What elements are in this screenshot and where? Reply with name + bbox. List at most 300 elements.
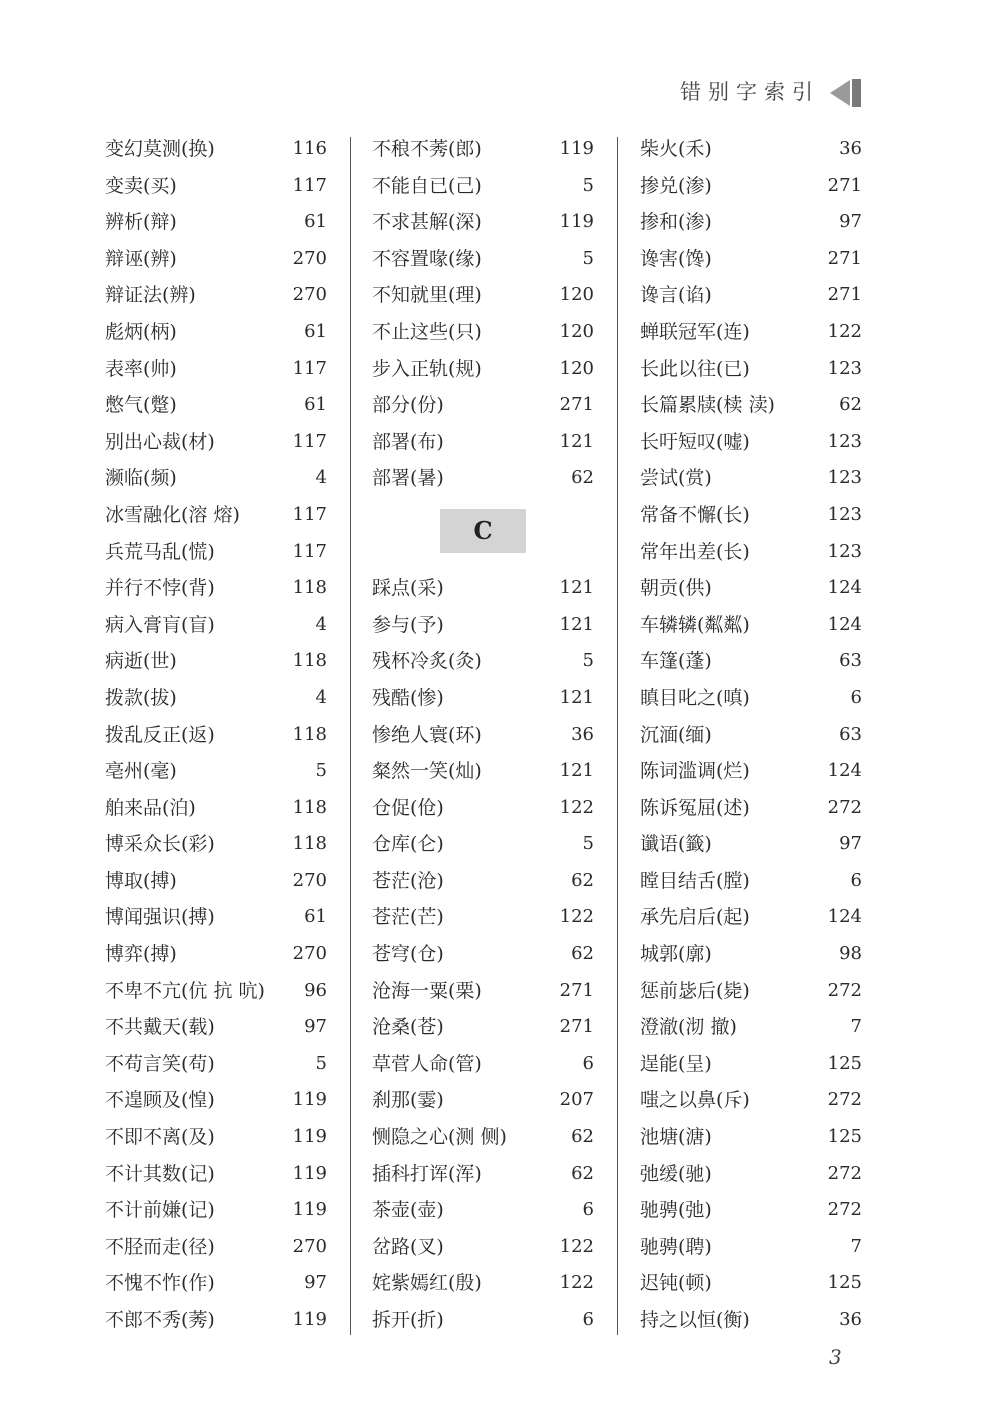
entry-term: 不稂不莠(郎) — [372, 138, 482, 160]
entry-page: 270 — [292, 943, 327, 965]
entry-page: 272 — [827, 1199, 862, 1221]
entry-page: 118 — [292, 577, 327, 599]
entry-term: 常备不懈(长) — [640, 503, 750, 526]
index-entry — [372, 790, 594, 827]
entry-term: 嗤之以鼻(斥) — [640, 1089, 750, 1112]
index-entry — [640, 1229, 862, 1266]
index-entry — [372, 351, 594, 388]
entry-page: 120 — [559, 357, 594, 379]
entry-page: 36 — [839, 138, 862, 159]
entry-page: 120 — [559, 284, 594, 306]
entry-term: 拆开(折) — [372, 1309, 444, 1331]
index-entry — [105, 534, 327, 571]
entry-term: 朝贡(供) — [640, 577, 712, 600]
entry-page: 96 — [304, 979, 327, 1001]
column-divider — [350, 137, 351, 1335]
entry-term: 陈诉冤屈(述) — [640, 796, 750, 819]
index-entry — [372, 936, 594, 973]
entry-page: 36 — [571, 723, 594, 745]
entry-page: 5 — [315, 760, 327, 782]
entry-term: 长吁短叹(嘘) — [640, 430, 750, 453]
index-entry — [372, 1302, 594, 1339]
index-entry — [105, 607, 327, 644]
entry-term: 拨款(拔) — [105, 686, 177, 709]
entry-term: 迟钝(顿) — [640, 1272, 712, 1295]
entry-page: 97 — [304, 1016, 327, 1038]
index-entry — [105, 973, 327, 1010]
entry-page: 4 — [315, 613, 327, 635]
index-entry — [372, 570, 594, 607]
index-entry — [372, 424, 594, 461]
entry-term: 陈词滥调(烂) — [640, 760, 750, 783]
entry-page: 123 — [827, 467, 862, 489]
entry-page: 119 — [292, 1126, 327, 1148]
entry-term: 部分(份) — [372, 394, 444, 417]
entry-page: 271 — [827, 247, 862, 269]
index-entry — [640, 1302, 862, 1339]
triangle-bar-icon — [828, 76, 862, 110]
header-title: 错别字索引 — [680, 80, 820, 104]
entry-page: 61 — [304, 394, 327, 416]
section-header — [372, 497, 594, 570]
index-entry — [105, 680, 327, 717]
entry-term: 博弈(搏) — [105, 943, 177, 966]
entry-term: 沧桑(苍) — [372, 1016, 444, 1039]
index-entry — [640, 790, 862, 827]
index-entry — [640, 277, 862, 314]
entry-term: 常年出差(长) — [640, 540, 750, 563]
index-entry — [372, 1119, 594, 1156]
entry-term: 博取(搏) — [105, 869, 177, 892]
entry-page: 270 — [292, 247, 327, 269]
index-entry — [105, 790, 327, 827]
entry-page: 98 — [839, 943, 862, 965]
entry-term: 不计其数(记) — [105, 1162, 215, 1185]
entry-term: 岔路(叉) — [372, 1235, 444, 1258]
index-entry — [105, 168, 327, 205]
index-entry — [372, 1229, 594, 1266]
entry-term: 并行不悖(背) — [105, 577, 215, 600]
index-entry — [640, 168, 862, 205]
entry-term: 不共戴天(载) — [105, 1016, 215, 1039]
index-entry — [105, 936, 327, 973]
entry-term: 步入正轨(规) — [372, 357, 482, 380]
entry-term: 博采众长(彩) — [105, 833, 215, 856]
entry-term: 沉湎(缅) — [640, 723, 712, 746]
entry-term: 部署(暑) — [372, 467, 444, 490]
entry-term: 残杯冷炙(灸) — [372, 650, 482, 673]
entry-page: 97 — [839, 833, 862, 855]
entry-term: 城郭(廓) — [640, 943, 712, 966]
entry-term: 不能自已(己) — [372, 174, 482, 197]
index-entry — [372, 899, 594, 936]
entry-term: 表率(帅) — [105, 357, 177, 380]
entry-term: 长篇累牍(椟 渎) — [640, 394, 775, 417]
entry-page: 62 — [571, 869, 594, 891]
index-entry — [105, 753, 327, 790]
entry-term: 参与(予) — [372, 613, 444, 636]
entry-page: 6 — [850, 869, 862, 891]
index-entry — [105, 314, 327, 351]
index-entry — [372, 387, 594, 424]
index-entry — [372, 717, 594, 754]
entry-term: 惨绝人寰(环) — [372, 723, 482, 746]
entry-term: 兵荒马乱(慌) — [105, 540, 215, 563]
index-entry — [372, 204, 594, 241]
entry-term: 刹那(霎) — [372, 1089, 444, 1112]
entry-page: 118 — [292, 833, 327, 855]
entry-page: 63 — [839, 723, 862, 745]
entry-page: 116 — [292, 138, 327, 159]
entry-term: 驰骋(弛) — [640, 1199, 712, 1222]
entry-term: 不止这些(只) — [372, 320, 482, 343]
entry-term: 掺兑(渗) — [640, 174, 712, 197]
entry-term: 辩诬(辨) — [105, 247, 177, 270]
entry-term: 仓库(仑) — [372, 833, 444, 856]
index-entry — [640, 753, 862, 790]
entry-page: 123 — [827, 540, 862, 562]
index-entry — [372, 1265, 594, 1302]
index-entry — [372, 131, 594, 168]
index-entry — [105, 1009, 327, 1046]
index-entry — [372, 1192, 594, 1229]
entry-term: 柴火(禾) — [640, 138, 712, 160]
index-entry — [372, 314, 594, 351]
entry-term: 瞠目结舌(膛) — [640, 869, 750, 892]
entry-page: 117 — [292, 430, 327, 452]
index-entry — [640, 460, 862, 497]
entry-page: 62 — [571, 467, 594, 489]
entry-page: 270 — [292, 284, 327, 306]
entry-term: 不愧不怍(作) — [105, 1272, 215, 1295]
entry-term: 不容置喙(缘) — [372, 247, 482, 270]
index-entry — [640, 534, 862, 571]
index-entry — [105, 863, 327, 900]
index-entry — [105, 643, 327, 680]
entry-page: 119 — [292, 1309, 327, 1330]
entry-page: 7 — [850, 1235, 862, 1257]
page-number: 3 — [829, 1345, 842, 1369]
entry-term: 恻隐之心(测 侧) — [372, 1126, 507, 1149]
entry-term: 尝试(赏) — [640, 467, 712, 490]
index-entry — [640, 1156, 862, 1193]
index-entry — [640, 351, 862, 388]
index-entry — [105, 1046, 327, 1083]
index-entry — [640, 497, 862, 534]
entry-term: 车篷(蓬) — [640, 650, 712, 673]
entry-page: 6 — [850, 686, 862, 708]
entry-page: 118 — [292, 796, 327, 818]
entry-term: 部署(布) — [372, 430, 444, 453]
index-entry — [105, 826, 327, 863]
index-entry — [105, 497, 327, 534]
index-entry — [640, 936, 862, 973]
entry-term: 惩前毖后(毙) — [640, 979, 750, 1002]
entry-page: 119 — [292, 1199, 327, 1221]
entry-term: 不郎不秀(莠) — [105, 1309, 215, 1331]
section-letter: C — [440, 509, 526, 553]
index-entry — [372, 460, 594, 497]
entry-page: 124 — [827, 613, 862, 635]
entry-term: 掺和(渗) — [640, 211, 712, 234]
entry-page: 62 — [571, 1126, 594, 1148]
entry-page: 125 — [827, 1272, 862, 1294]
entry-term: 病入膏肓(盲) — [105, 613, 215, 636]
entry-page: 7 — [850, 1016, 862, 1038]
index-entry — [640, 607, 862, 644]
column-divider — [617, 137, 618, 1335]
index-entry — [640, 131, 862, 168]
entry-page: 272 — [827, 1162, 862, 1184]
entry-page: 62 — [571, 1162, 594, 1184]
entry-term: 逞能(呈) — [640, 1052, 712, 1075]
entry-term: 变幻莫测(换) — [105, 138, 215, 160]
entry-page: 5 — [315, 1052, 327, 1074]
entry-term: 濒临(频) — [105, 467, 177, 490]
entry-page: 122 — [559, 1235, 594, 1257]
entry-term: 残酷(惨) — [372, 686, 444, 709]
entry-page: 36 — [839, 1309, 862, 1330]
index-entry — [105, 1156, 327, 1193]
entry-term: 瞋目叱之(嗔) — [640, 686, 750, 709]
entry-page: 123 — [827, 357, 862, 379]
index-column-2 — [372, 131, 594, 1339]
index-entry — [372, 680, 594, 717]
entry-term: 苍穹(仓) — [372, 943, 444, 966]
index-entry — [640, 863, 862, 900]
entry-page: 118 — [292, 723, 327, 745]
entry-term: 不苟言笑(苟) — [105, 1052, 215, 1075]
index-entry — [372, 1082, 594, 1119]
entry-term: 草菅人命(管) — [372, 1052, 482, 1075]
entry-page: 125 — [827, 1052, 862, 1074]
entry-term: 辨析(辩) — [105, 211, 177, 234]
entry-page: 97 — [304, 1272, 327, 1294]
index-entry — [640, 241, 862, 278]
index-entry — [105, 241, 327, 278]
entry-term: 持之以恒(衡) — [640, 1309, 750, 1331]
entry-term: 车辚辚(粼粼) — [640, 613, 750, 636]
index-entry — [640, 1009, 862, 1046]
index-entry — [640, 204, 862, 241]
entry-page: 271 — [559, 979, 594, 1001]
entry-page: 119 — [292, 1089, 327, 1111]
entry-page: 62 — [571, 943, 594, 965]
entry-term: 驰骋(聘) — [640, 1235, 712, 1258]
entry-page: 271 — [559, 1016, 594, 1038]
entry-page: 119 — [292, 1162, 327, 1184]
index-entry — [105, 424, 327, 461]
index-entry — [640, 973, 862, 1010]
entry-term: 舶来品(泊) — [105, 796, 196, 819]
entry-page: 6 — [582, 1199, 594, 1221]
index-entry — [105, 570, 327, 607]
index-entry — [372, 863, 594, 900]
entry-page: 124 — [827, 760, 862, 782]
entry-page: 61 — [304, 211, 327, 233]
index-entry — [105, 351, 327, 388]
entry-term: 不求甚解(深) — [372, 211, 482, 234]
entry-page: 117 — [292, 540, 327, 562]
entry-page: 207 — [559, 1089, 594, 1111]
index-entry — [372, 1046, 594, 1083]
index-column-1 — [105, 131, 327, 1339]
entry-page: 5 — [582, 650, 594, 672]
index-entry — [372, 277, 594, 314]
entry-page: 5 — [582, 833, 594, 855]
entry-page: 97 — [839, 211, 862, 233]
entry-page: 271 — [827, 284, 862, 306]
index-entry — [640, 1082, 862, 1119]
entry-term: 苍茫(芒) — [372, 906, 444, 929]
entry-term: 亳州(毫) — [105, 760, 177, 783]
index-entry — [105, 204, 327, 241]
entry-page: 120 — [559, 320, 594, 342]
index-entry — [640, 1046, 862, 1083]
index-entry — [105, 460, 327, 497]
index-column-3 — [640, 131, 862, 1339]
index-entry — [640, 1192, 862, 1229]
index-entry — [105, 1119, 327, 1156]
index-entry — [105, 1082, 327, 1119]
entry-page: 5 — [582, 247, 594, 269]
entry-term: 沧海一粟(栗) — [372, 979, 482, 1002]
index-entry — [640, 643, 862, 680]
index-entry — [105, 277, 327, 314]
entry-term: 憋气(蹩) — [105, 394, 177, 417]
entry-term: 谗言(谄) — [640, 284, 712, 307]
entry-page: 6 — [582, 1052, 594, 1074]
entry-page: 117 — [292, 174, 327, 196]
index-entry — [372, 643, 594, 680]
index-entry — [640, 424, 862, 461]
entry-term: 彪炳(柄) — [105, 320, 177, 343]
index-entry — [640, 680, 862, 717]
entry-page: 118 — [292, 650, 327, 672]
entry-term: 池塘(溏) — [640, 1126, 712, 1149]
entry-term: 长此以往(已) — [640, 357, 750, 380]
entry-term: 不胫而走(径) — [105, 1235, 215, 1258]
index-entry — [105, 899, 327, 936]
entry-page: 61 — [304, 320, 327, 342]
entry-term: 谗害(馋) — [640, 247, 712, 270]
entry-term: 不卑不亢(伉 抗 吭) — [105, 979, 265, 1002]
entry-page: 124 — [827, 906, 862, 928]
entry-term: 病逝(世) — [105, 650, 177, 673]
entry-page: 63 — [839, 650, 862, 672]
index-entry — [372, 1009, 594, 1046]
index-entry — [640, 826, 862, 863]
entry-term: 谶语(籤) — [640, 833, 712, 856]
index-entry — [105, 1229, 327, 1266]
entry-term: 仓促(伧) — [372, 796, 444, 819]
entry-term: 弛缓(驰) — [640, 1162, 712, 1185]
entry-page: 122 — [559, 906, 594, 928]
entry-page: 122 — [827, 320, 862, 342]
entry-page: 121 — [559, 686, 594, 708]
entry-page: 272 — [827, 979, 862, 1001]
index-entry — [640, 387, 862, 424]
index-entry — [105, 1302, 327, 1339]
entry-term: 别出心裁(材) — [105, 430, 215, 453]
index-entry — [105, 1265, 327, 1302]
index-entry — [372, 241, 594, 278]
entry-page: 119 — [559, 138, 594, 159]
index-entry — [372, 973, 594, 1010]
entry-term: 冰雪融化(溶 熔) — [105, 503, 240, 526]
index-entry — [640, 717, 862, 754]
entry-term: 不计前嫌(记) — [105, 1199, 215, 1222]
entry-page: 122 — [559, 1272, 594, 1294]
entry-page: 271 — [827, 174, 862, 196]
index-entry — [372, 826, 594, 863]
entry-term: 不即不离(及) — [105, 1126, 215, 1149]
entry-term: 粲然一笑(灿) — [372, 760, 482, 783]
index-entry — [105, 387, 327, 424]
entry-page: 122 — [559, 796, 594, 818]
index-entry — [640, 1119, 862, 1156]
index-entry — [372, 607, 594, 644]
entry-page: 124 — [827, 577, 862, 599]
entry-page: 272 — [827, 1089, 862, 1111]
entry-term: 姹紫嫣红(殷) — [372, 1272, 482, 1295]
index-entry — [105, 717, 327, 754]
index-entry — [640, 570, 862, 607]
entry-page: 121 — [559, 430, 594, 452]
entry-page: 117 — [292, 357, 327, 379]
entry-page: 4 — [315, 467, 327, 489]
entry-page: 6 — [582, 1309, 594, 1330]
entry-page: 119 — [559, 211, 594, 233]
entry-term: 踩点(采) — [372, 577, 444, 600]
entry-term: 茶壶(壶) — [372, 1199, 444, 1222]
index-entry — [640, 899, 862, 936]
entry-page: 117 — [292, 503, 327, 525]
entry-page: 5 — [582, 174, 594, 196]
entry-page: 4 — [315, 686, 327, 708]
entry-term: 不知就里(理) — [372, 284, 482, 307]
entry-page: 125 — [827, 1126, 862, 1148]
entry-page: 121 — [559, 760, 594, 782]
entry-page: 123 — [827, 430, 862, 452]
entry-page: 272 — [827, 796, 862, 818]
index-entry — [372, 753, 594, 790]
entry-term: 辩证法(辨) — [105, 284, 196, 307]
index-entry — [105, 131, 327, 168]
index-entry — [105, 1192, 327, 1229]
index-entry — [640, 314, 862, 351]
entry-page: 270 — [292, 869, 327, 891]
entry-term: 承先启后(起) — [640, 906, 750, 929]
entry-term: 不遑顾及(惶) — [105, 1089, 215, 1112]
entry-term: 插科打诨(浑) — [372, 1162, 482, 1185]
entry-page: 271 — [559, 394, 594, 416]
entry-term: 变卖(买) — [105, 174, 177, 197]
index-entry — [372, 168, 594, 205]
index-entry — [640, 1265, 862, 1302]
entry-term: 澄澈(沏 撤) — [640, 1016, 737, 1039]
entry-page: 123 — [827, 503, 862, 525]
entry-page: 121 — [559, 613, 594, 635]
index-entry — [372, 1156, 594, 1193]
entry-term: 拨乱反正(返) — [105, 723, 215, 746]
entry-term: 博闻强识(搏) — [105, 906, 215, 929]
entry-page: 270 — [292, 1235, 327, 1257]
entry-page: 62 — [839, 394, 862, 416]
entry-page: 121 — [559, 577, 594, 599]
entry-term: 蝉联冠军(连) — [640, 320, 750, 343]
entry-page: 61 — [304, 906, 327, 928]
